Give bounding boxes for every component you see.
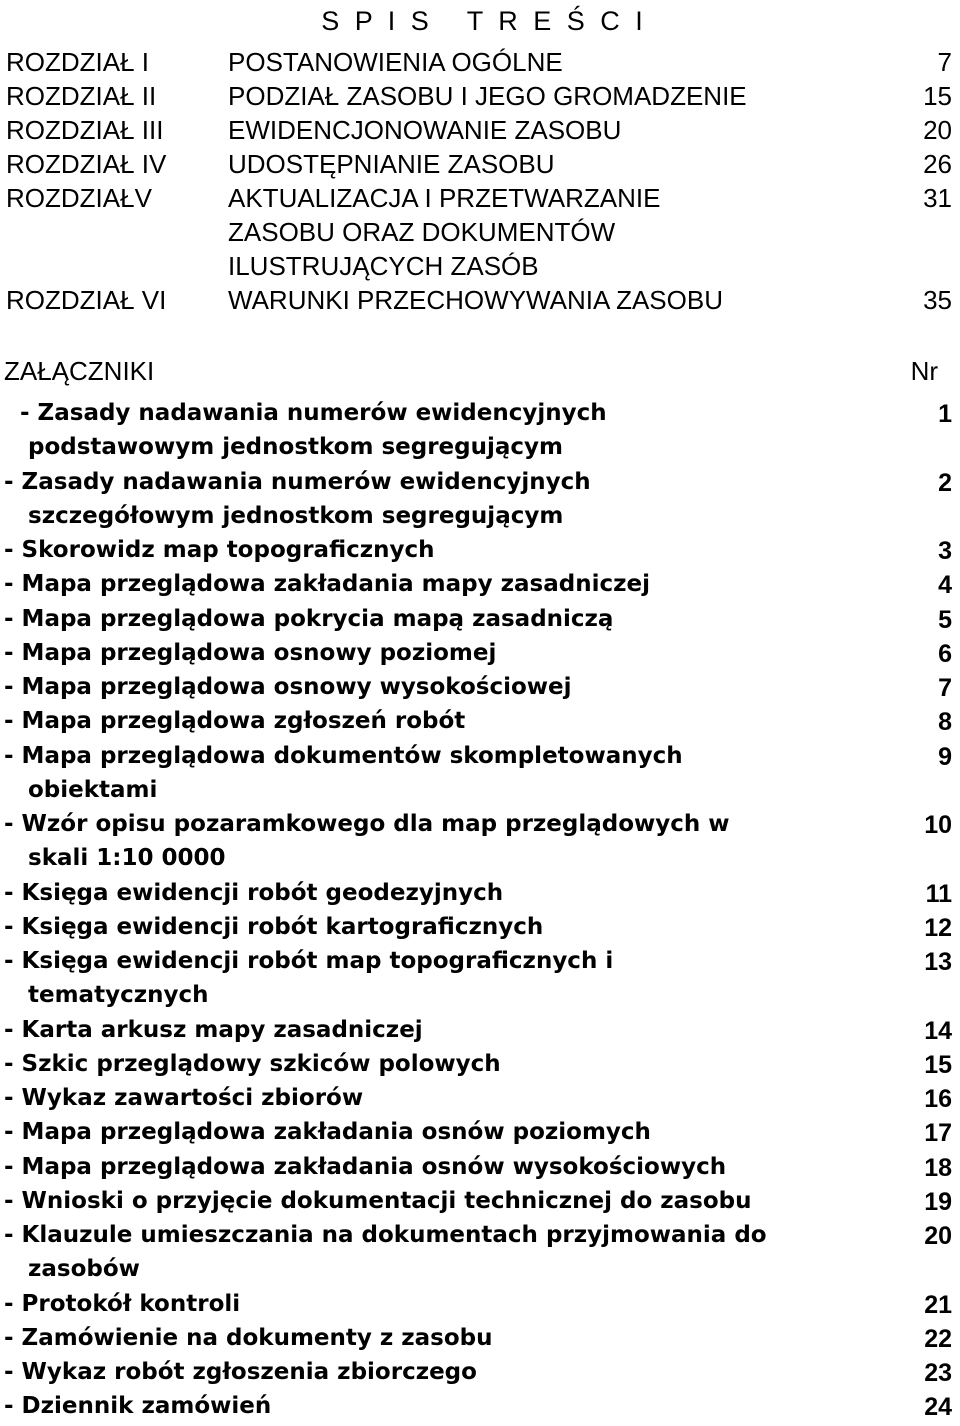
chapter-page-number: 35: [923, 285, 952, 315]
attachment-row: [0, 535, 960, 569]
attachment-row: [0, 809, 960, 878]
attachment-text: - Klauzule umieszczania na dokumentach przyjmowania do: [4, 1222, 767, 1248]
chapter-title: ZASOBU ORAZ DOKUMENTÓW: [228, 217, 616, 247]
attachment-text: - Wzór opisu pozaramkowego dla map przeglądowych w: [4, 811, 730, 837]
attachment-row: [0, 741, 960, 810]
attachment-row: [0, 1152, 960, 1186]
attachment-number: 11: [925, 879, 952, 908]
chapter-label: ROZDZIAŁ I: [6, 47, 150, 77]
attachment-number: 4: [938, 571, 952, 600]
chapter-row: [0, 147, 960, 181]
chapter-title: EWIDENCJONOWANIE ZASOBU: [228, 115, 622, 145]
attachments-header: [0, 354, 960, 394]
chapter-page-number: 20: [923, 115, 952, 145]
chapter-row: [0, 113, 960, 147]
attachment-row: [0, 1186, 960, 1220]
chapter-page-number: 15: [923, 81, 952, 111]
attachment-text: - Mapa przeglądowa pokrycia mapą zasadniczą: [4, 605, 614, 632]
attachment-text: - Skorowidz map topograficznych: [4, 537, 435, 563]
attachment-text: - Szkic przeglądowy szkiców polowych: [4, 1050, 501, 1077]
attachment-number: 10: [924, 811, 952, 839]
attachment-row: [0, 706, 960, 740]
attachment-row: [0, 569, 960, 603]
chapter-page-number: 26: [923, 149, 952, 179]
number-column-label: Nr: [910, 356, 938, 386]
attachment-text: tematycznych: [28, 982, 209, 1008]
attachment-row: [0, 1083, 960, 1117]
attachment-text: - Protokół kontroli: [4, 1290, 241, 1317]
chapter-page-number: 7: [937, 47, 952, 77]
attachment-text: - Mapa przeglądowa osnowy wysokościowej: [4, 674, 572, 700]
attachment-row: [0, 467, 960, 536]
attachment-number: 13: [924, 948, 952, 976]
attachment-number: 16: [924, 1085, 952, 1113]
attachment-text: - Księga ewidencji robót kartograficznych: [4, 913, 544, 940]
attachment-number: 2: [938, 468, 952, 497]
attachment-text: - Mapa przeglądowa dokumentów skompletowanych: [4, 742, 683, 769]
chapter-label: ROZDZIAŁ VI: [6, 285, 167, 315]
attachment-row: [0, 638, 960, 672]
attachment-text: - Mapa przeglądowa zakładania osnów wysokościowych: [4, 1153, 727, 1180]
attachment-text: - Mapa przeglądowa zakładania mapy zasadniczej: [4, 571, 650, 598]
chapter-page-number: 31: [923, 183, 952, 213]
attachment-row: [0, 912, 960, 946]
attachment-number: 14: [924, 1016, 952, 1045]
attachment-number: 24: [924, 1393, 952, 1422]
attachment-row: [0, 1015, 960, 1049]
attachment-text: zasobów: [28, 1256, 140, 1282]
attachment-text: szczegółowym jednostkom segregującym: [28, 502, 564, 529]
attachment-list: [0, 398, 960, 1426]
attachment-row: [0, 1049, 960, 1083]
attachment-text: - Wnioski o przyjęcie dokumentacji technicznej do zasobu: [4, 1187, 752, 1214]
attachment-row: [0, 1357, 960, 1391]
attachment-text: - Mapa przeglądowa zakładania osnów poziomych: [4, 1119, 651, 1146]
attachment-row: [0, 1391, 960, 1425]
chapter-row: [0, 181, 960, 283]
attachment-text: - Wykaz robót zgłoszenia zbiorczego: [4, 1359, 477, 1385]
attachment-text: - Dziennik zamówień: [4, 1393, 272, 1420]
attachment-text: - Wykaz zawartości zbiorów: [4, 1085, 364, 1111]
attachment-number: 19: [924, 1187, 952, 1216]
attachment-text: - Mapa przeglądowa zgłoszeń robót: [4, 708, 466, 735]
chapter-row: [0, 79, 960, 113]
attachment-row: [0, 946, 960, 1015]
attachment-row: [0, 1323, 960, 1357]
attachment-text: - Zasady nadawania numerów ewidencyjnych: [20, 400, 607, 426]
attachment-number: 23: [924, 1359, 952, 1387]
attachment-row: [0, 1289, 960, 1323]
attachment-number: 21: [924, 1290, 952, 1319]
attachment-number: 3: [938, 537, 952, 565]
attachment-number: 15: [924, 1050, 952, 1079]
chapter-title: PODZIAŁ ZASOBU I JEGO GROMADZENIE: [228, 81, 747, 111]
attachment-number: 9: [938, 742, 952, 771]
attachment-number: 8: [938, 708, 952, 737]
attachment-number: 20: [924, 1222, 952, 1250]
attachment-number: 18: [924, 1153, 952, 1182]
chapter-row: [0, 45, 960, 79]
attachment-text: - Zasady nadawania numerów ewidencyjnych: [4, 468, 591, 495]
attachment-row: [0, 1117, 960, 1151]
attachment-row: [0, 672, 960, 706]
attachment-number: 12: [924, 913, 952, 942]
page-title: S P I S T R E Ś C I: [321, 6, 647, 36]
chapter-label: ROZDZIAŁ II: [6, 81, 157, 111]
chapter-title: ILUSTRUJĄCYCH ZASÓB: [228, 251, 539, 281]
attachment-text: - Księga ewidencji robót map topograficznych i: [4, 948, 614, 974]
attachment-text: - Karta arkusz mapy zasadniczej: [4, 1016, 423, 1043]
chapter-title: WARUNKI PRZECHOWYWANIA ZASOBU: [228, 285, 723, 315]
attachment-text: obiektami: [28, 776, 158, 803]
attachment-row: [0, 1220, 960, 1289]
attachments-label: ZAŁĄCZNIKI: [4, 356, 155, 386]
chapter-title: AKTUALIZACJA I PRZETWARZANIE: [228, 183, 661, 213]
attachment-text: skali 1:10 0000: [28, 845, 226, 871]
chapter-label: ROZDZIAŁV: [6, 183, 152, 213]
attachment-row: [0, 878, 960, 912]
attachment-number: 5: [938, 605, 952, 634]
attachment-number: 22: [924, 1324, 952, 1353]
attachment-number: 17: [924, 1119, 952, 1148]
attachment-text: podstawowym jednostkom segregującym: [28, 434, 563, 460]
attachment-row: [0, 398, 960, 467]
attachment-text: - Księga ewidencji robót geodezyjnych: [4, 879, 504, 906]
attachment-number: 6: [938, 639, 952, 668]
chapter-label: ROZDZIAŁ IV: [6, 149, 167, 179]
chapter-label: ROZDZIAŁ III: [6, 115, 164, 145]
chapter-row: [0, 283, 960, 317]
attachment-row: [0, 604, 960, 638]
attachment-text: - Zamówienie na dokumenty z zasobu: [4, 1324, 493, 1351]
attachment-number: 7: [938, 674, 952, 702]
chapter-title: POSTANOWIENIA OGÓLNE: [228, 47, 563, 77]
chapter-list: [0, 45, 960, 317]
attachment-text: - Mapa przeglądowa osnowy poziomej: [4, 639, 497, 666]
attachment-number: 1: [938, 400, 952, 428]
chapter-title: UDOSTĘPNIANIE ZASOBU: [228, 149, 555, 179]
